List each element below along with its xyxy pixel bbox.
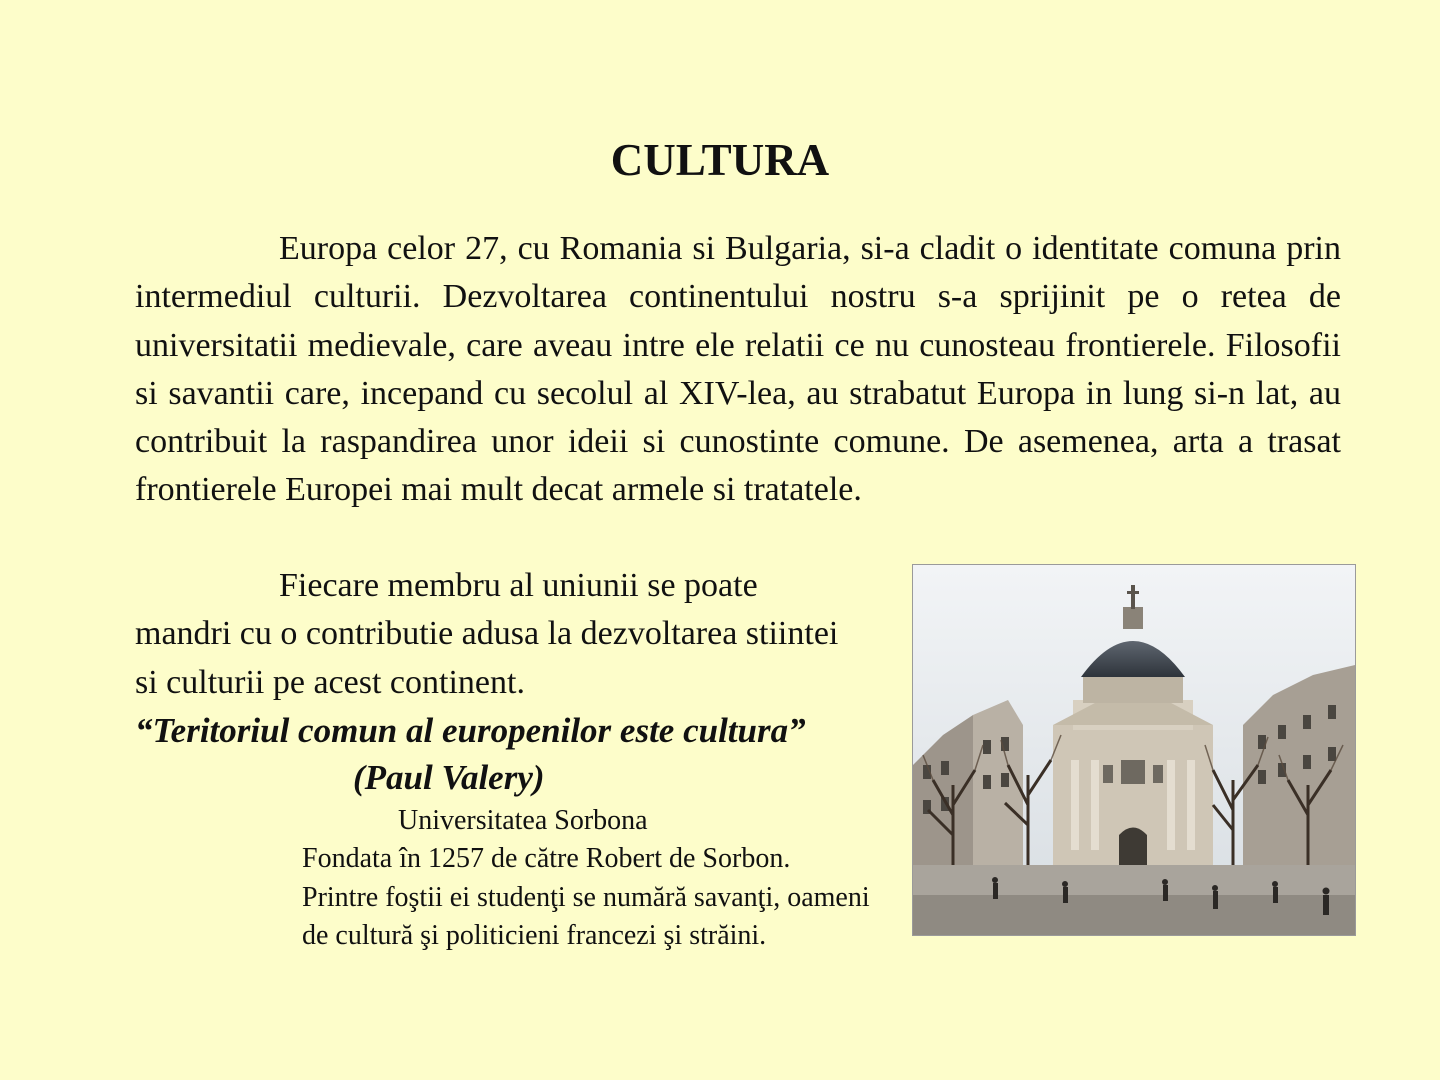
sorbonne-photo <box>912 564 1356 936</box>
photo-caption-body: Fondata în 1257 de către Robert de Sorbon. Printre foştii ei studenţi se numără savanţi, oameni de cultură şi politicieni francezi şi străini. <box>302 843 870 951</box>
contribution-paragraph: Fiecare membru al uniunii se poate mandri cu o contributie adusa la dezvoltarea stiintei si culturii pe acest continent. <box>135 567 839 701</box>
page-title: CULTURA <box>610 135 830 185</box>
sorbonne-chapel-icon <box>913 565 1355 935</box>
quote-text: “Teritoriul comun al europenilor este cultura” <box>135 711 806 750</box>
photo-caption-title: Universitatea Sorbona <box>398 805 648 836</box>
quote-author: (Paul Valery) <box>353 758 545 797</box>
intro-paragraph: Europa celor 27, cu Romania si Bulgaria, si-a cladit o identitate comuna prin intermediul culturii. Dezvoltarea continentului nostru s-a sprijinit pe o retea de universitatii medievale, care aveau intre ele relatii ce nu cunosteau frontierele. Filosofii si savantii care, incepand cu secolul al XIV-lea, au strabatut Europa in lung si-n lat, au contribuit la raspandirea unor ideii si cunostinte comune. De asemenea, arta a trasat frontierele Europei mai mult decat armele si tratatele. <box>135 230 1341 509</box>
